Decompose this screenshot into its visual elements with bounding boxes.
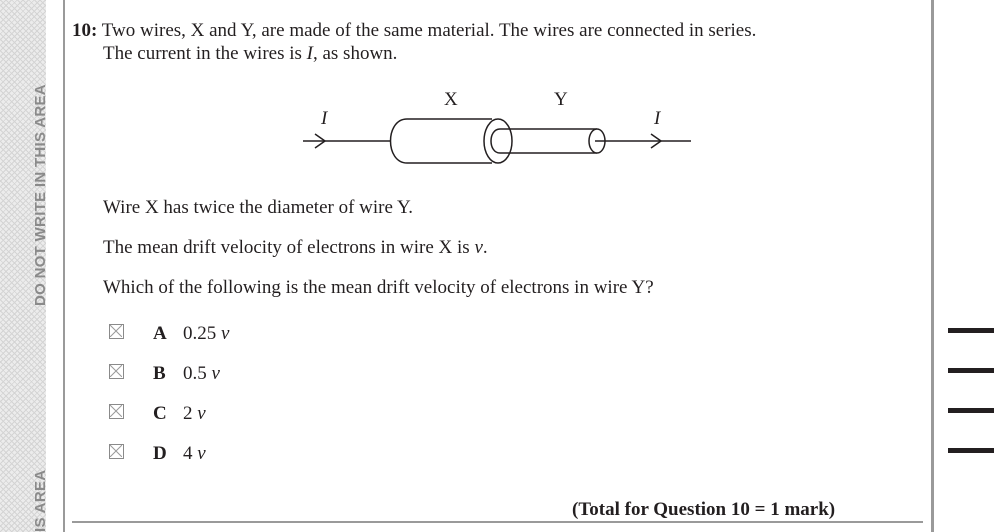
option-d-text: 4 v xyxy=(183,443,206,464)
option-b-letter: B xyxy=(153,363,166,384)
margin-warning-text: DO NOT WRITE IN THIS AREA xyxy=(32,84,49,306)
option-d-checkbox[interactable] xyxy=(109,444,124,459)
question-number: 10: xyxy=(72,20,98,41)
option-c-letter: C xyxy=(153,403,167,424)
question-total: (Total for Question 10 = 1 mark) xyxy=(572,499,836,520)
option-b-checkbox[interactable] xyxy=(109,364,124,379)
margin-tick-mark xyxy=(948,408,994,413)
option-a-letter: A xyxy=(153,323,167,344)
page-border-right xyxy=(931,0,934,532)
option-c-text: 2 v xyxy=(183,403,206,424)
question-intro xyxy=(72,20,756,42)
margin-tick-mark xyxy=(948,328,994,333)
margin-tick-mark xyxy=(948,368,994,373)
diameter-statement: Wire X has twice the diameter of wire Y. xyxy=(103,197,413,218)
option-b-text: 0.5 v xyxy=(183,363,220,384)
wire-x-body xyxy=(391,119,493,163)
option-c-checkbox[interactable] xyxy=(109,404,124,419)
option-a-text: 0.25 v xyxy=(183,323,230,344)
wire-y-label: Y xyxy=(554,89,568,110)
velocity-symbol: v xyxy=(474,237,483,258)
margin-tick-mark xyxy=(948,448,994,453)
option-a-checkbox[interactable] xyxy=(109,324,124,339)
question-divider xyxy=(72,521,923,523)
wire-diagram xyxy=(295,80,705,175)
question-intro-line2: The current in the wires is I, as shown. xyxy=(103,43,398,64)
current-label-right: I xyxy=(654,108,661,129)
question-intro-line1: Two wires, X and Y, are made of the same material. The wires are connected in series. xyxy=(101,20,757,41)
page-border-left xyxy=(63,0,65,532)
current-symbol: I xyxy=(306,43,313,64)
margin-warning-text-bottom: IS AREA xyxy=(32,469,49,532)
drift-velocity-statement: The mean drift velocity of electrons in wire X is v. xyxy=(103,237,488,258)
do-not-write-margin xyxy=(0,0,49,532)
option-d-letter: D xyxy=(153,443,167,464)
current-label-left: I xyxy=(321,108,328,129)
wire-x-label: X xyxy=(444,89,458,110)
question-prompt: Which of the following is the mean drift velocity of electrons in wire Y? xyxy=(103,277,654,298)
